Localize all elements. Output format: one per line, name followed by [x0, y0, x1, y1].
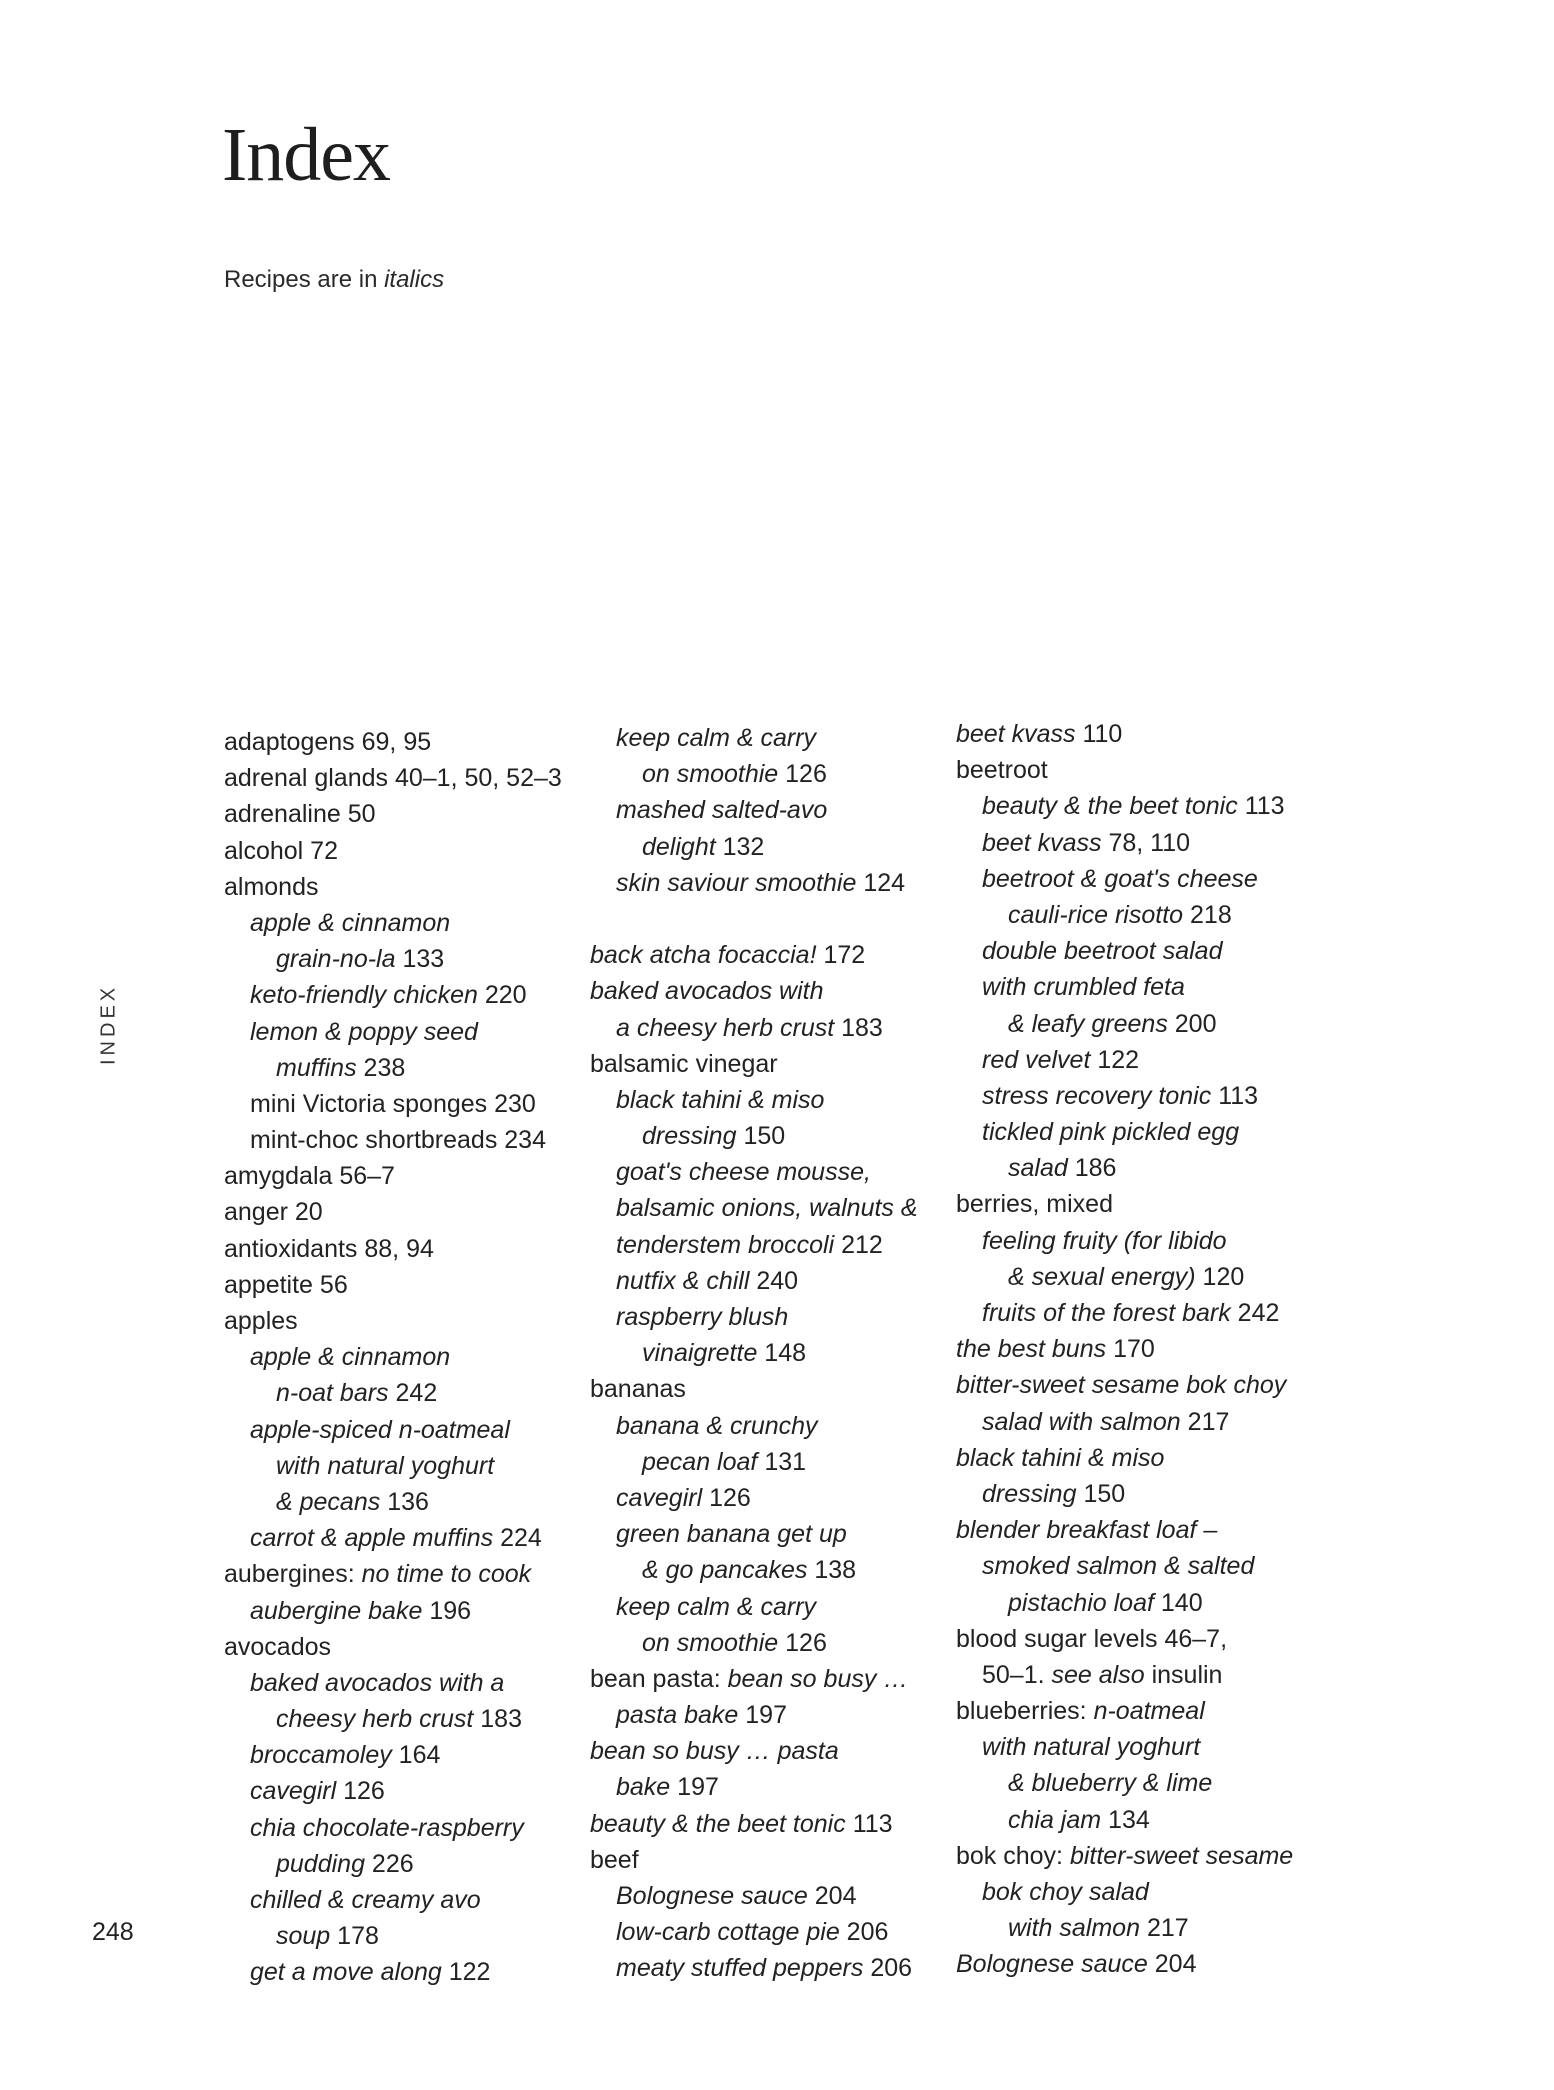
entry-recipe-text: black tahini & miso [956, 1443, 1165, 1472]
entry-recipe-text: stress recovery tonic [982, 1081, 1212, 1110]
index-subentry [224, 1014, 584, 1050]
entry-text: amygdala 56–7 [224, 1162, 395, 1191]
entry-text: 134 [1101, 1805, 1150, 1834]
index-subentry [956, 788, 1316, 824]
entry-recipe-text: beet kvass [956, 720, 1076, 748]
entry-recipe-text: chilled & creamy avo [250, 1886, 481, 1914]
index-subentry [224, 1810, 584, 1846]
entry-recipe-text: bake [616, 1773, 671, 1802]
index-subentry [224, 1339, 584, 1375]
index-subentry [590, 1444, 950, 1480]
entry-recipe-text: baked avocados with a [250, 1668, 505, 1697]
entry-recipe-text: low-carb cottage pie [616, 1918, 840, 1947]
index-subentry [956, 969, 1316, 1005]
entry-recipe-text: pudding [276, 1849, 365, 1878]
entry-text: bean pasta: [590, 1664, 728, 1693]
entry-text: adaptogens 69, 95 [224, 728, 432, 756]
index-subentry [956, 1874, 1316, 1910]
index-entry [224, 1303, 584, 1339]
entry-text: 140 [1153, 1588, 1203, 1617]
index-subentry [590, 1552, 950, 1588]
index-entry [956, 1367, 1316, 1403]
entry-recipe-text: bitter-sweet sesame [1069, 1841, 1294, 1870]
entry-text: 238 [356, 1053, 406, 1082]
index-subentry [956, 1295, 1316, 1331]
entry-text: bananas [590, 1375, 686, 1404]
index-subentry [956, 1910, 1316, 1946]
entry-text: alcohol 72 [224, 836, 338, 865]
index-entry [224, 724, 584, 760]
index-subentry [590, 1190, 950, 1226]
entry-text: 178 [330, 1922, 379, 1951]
entry-text: 131 [757, 1447, 807, 1476]
index-subentry [956, 861, 1316, 897]
entry-recipe-text: pistachio loaf [1008, 1588, 1154, 1617]
index-subentry [590, 1408, 950, 1444]
index-subentry [590, 1769, 950, 1805]
entry-recipe-text: goat's cheese mousse, [616, 1158, 871, 1187]
index-entry [590, 937, 950, 973]
entry-recipe-text: keto-friendly chicken [250, 981, 478, 1010]
index-entry [956, 752, 1316, 788]
entry-recipe-text: & leafy greens [1008, 1009, 1168, 1038]
entry-text: 148 [757, 1339, 807, 1368]
entry-recipe-text: nutfix & chill [616, 1266, 750, 1295]
entry-text: blueberries: [956, 1697, 1094, 1726]
index-subentry [956, 1150, 1316, 1186]
index-column-2 [590, 720, 950, 1987]
entry-text: apples [224, 1307, 298, 1335]
entry-recipe-text: no time to cook [361, 1560, 532, 1589]
index-entry [224, 1629, 584, 1665]
index-subentry [590, 1335, 950, 1371]
index-subentry [590, 1299, 950, 1335]
entry-recipe-text: keep calm & carry [616, 724, 817, 752]
index-subentry [590, 865, 950, 901]
entry-recipe-text: skin saviour smoothie [616, 868, 857, 897]
entry-recipe-text: on smoothie [642, 1628, 779, 1657]
subtitle-italic-word: italics [384, 266, 445, 293]
entry-text: 132 [715, 832, 765, 861]
entry-recipe-text: banana & crunchy [616, 1411, 818, 1440]
entry-recipe-text: cheesy herb crust [276, 1705, 474, 1734]
entry-text: beef [590, 1845, 639, 1874]
index-subentry [590, 1118, 950, 1154]
index-subentry [224, 1882, 584, 1918]
entry-recipe-text: & pecans [276, 1487, 381, 1516]
index-subentry [590, 1625, 950, 1661]
entry-recipe-text: chia chocolate-raspberry [250, 1813, 524, 1842]
index-subentry [956, 933, 1316, 969]
entry-recipe-text: cavegirl [616, 1483, 703, 1512]
entry-recipe-text: bok choy salad [982, 1878, 1149, 1906]
entry-recipe-text: balsamic onions, walnuts & [616, 1194, 918, 1223]
entry-recipe-text: tenderstem broccoli [616, 1230, 835, 1259]
index-subentry [956, 897, 1316, 933]
entry-text: 78, 110 [1101, 828, 1191, 857]
entry-recipe-text: salad [1008, 1154, 1068, 1183]
index-entry [224, 796, 584, 832]
index-entry [224, 1158, 584, 1194]
index-subentry [956, 1404, 1316, 1440]
entry-recipe-text: & sexual energy) [1008, 1262, 1196, 1291]
entry-recipe-text: keep calm & carry [616, 1592, 817, 1621]
entry-text: adrenaline 50 [224, 800, 376, 829]
entry-recipe-text: broccamoley [250, 1741, 392, 1770]
entry-text: aubergines: [224, 1560, 362, 1589]
entry-recipe-text: dressing [982, 1479, 1077, 1508]
entry-recipe-text: & blueberry & lime [1008, 1769, 1213, 1798]
entry-recipe-text: see also [1051, 1660, 1145, 1689]
entry-recipe-text: bean so busy … pasta [590, 1737, 839, 1766]
index-subentry [590, 1154, 950, 1190]
entry-text: appetite 56 [224, 1270, 348, 1299]
index-subentry [590, 1878, 950, 1914]
entry-recipe-text: muffins [276, 1053, 357, 1082]
subtitle-text: Recipes are in [224, 266, 385, 293]
index-subentry [956, 1476, 1316, 1512]
entry-text: insulin [1144, 1660, 1223, 1689]
entry-recipe-text: beauty & the beet tonic [590, 1809, 846, 1838]
index-subentry [956, 1729, 1316, 1765]
entry-text: 113 [1211, 1081, 1259, 1110]
entry-text: berries, mixed [956, 1190, 1113, 1219]
index-entry [590, 1371, 950, 1407]
index-subentry [224, 905, 584, 941]
entry-text: 150 [736, 1122, 786, 1151]
entry-recipe-text: grain-no-la [276, 945, 396, 974]
entry-recipe-text: black tahini & miso [616, 1085, 825, 1114]
entry-text: 136 [380, 1487, 429, 1516]
entry-text: adrenal glands 40–1, 50, 52–3 [224, 764, 562, 793]
entry-text: 126 [778, 1628, 827, 1657]
entry-text: 212 [834, 1230, 883, 1259]
index-entry [590, 1046, 950, 1082]
entry-text: blood sugar levels 46–7, [956, 1624, 1228, 1653]
index-subentry [224, 1520, 584, 1556]
index-entry [590, 1661, 950, 1697]
index-entry [590, 1806, 950, 1842]
entry-recipe-text: vinaigrette [642, 1339, 758, 1368]
index-subentry [590, 829, 950, 865]
entry-recipe-text: red velvet [982, 1045, 1091, 1074]
index-subentry [590, 756, 950, 792]
entry-text: 164 [391, 1741, 441, 1770]
index-subentry [224, 1701, 584, 1737]
index-subentry [956, 1078, 1316, 1114]
entry-text: 220 [477, 981, 527, 1010]
entry-recipe-text: smoked salmon & salted [982, 1552, 1255, 1581]
entry-recipe-text: feeling fruity (for libido [982, 1226, 1227, 1255]
page-title: Index [222, 113, 391, 197]
page-number: 248 [92, 1918, 134, 1946]
entry-text: 150 [1076, 1479, 1126, 1508]
entry-text: 217 [1180, 1407, 1230, 1436]
entry-text: 172 [816, 941, 866, 970]
index-entry [590, 1842, 950, 1878]
entry-text: beetroot [956, 756, 1048, 785]
entry-text: 170 [1106, 1335, 1155, 1364]
entry-text: anger 20 [224, 1198, 323, 1227]
index-entry [224, 1194, 584, 1230]
entry-text: 113 [845, 1809, 893, 1838]
entry-recipe-text: fruits of the forest bark [982, 1299, 1231, 1327]
index-entry [956, 716, 1316, 752]
entry-recipe-text: meaty stuffed peppers [616, 1954, 864, 1983]
entry-recipe-text: back atcha focaccia! [590, 941, 817, 970]
index-subentry [224, 941, 584, 977]
index-subentry [224, 1448, 584, 1484]
index-subentry [956, 1042, 1316, 1078]
entry-text: 217 [1140, 1914, 1189, 1943]
entry-recipe-text: apple & cinnamon [250, 1343, 451, 1372]
entry-text: bok choy: [956, 1841, 1070, 1870]
index-subentry [590, 1516, 950, 1552]
entry-text: avocados [224, 1632, 332, 1661]
index-entry [956, 1946, 1316, 1982]
index-subentry [956, 1259, 1316, 1295]
index-entry [224, 833, 584, 869]
index-entry [956, 1693, 1316, 1729]
entry-recipe-text: pecan loaf [642, 1447, 758, 1476]
entry-text: 138 [807, 1556, 857, 1585]
entry-recipe-text: with salmon [1008, 1914, 1140, 1943]
index-subentry [956, 1657, 1316, 1693]
entry-text: 200 [1167, 1009, 1217, 1038]
entry-text: 126 [778, 760, 827, 789]
index-subentry [224, 1122, 584, 1158]
entry-recipe-text: get a move along [250, 1958, 442, 1987]
entry-text: 183 [473, 1705, 522, 1734]
index-subentry [224, 1737, 584, 1773]
index-subentry [590, 1480, 950, 1516]
index-entry [224, 760, 584, 796]
entry-text: 183 [834, 1013, 883, 1042]
entry-recipe-text: apple & cinnamon [250, 908, 451, 937]
entry-text: 122 [441, 1958, 491, 1987]
index-entry [956, 1331, 1316, 1367]
entry-recipe-text: beetroot & goat's cheese [982, 864, 1258, 893]
index-subentry [590, 1263, 950, 1299]
entry-text: 50–1. [982, 1660, 1052, 1689]
index-subentry [224, 1665, 584, 1701]
entry-text: 218 [1183, 900, 1232, 929]
entry-recipe-text: n-oatmeal [1093, 1697, 1205, 1726]
index-subentry [590, 792, 950, 828]
entry-text: 242 [1230, 1299, 1280, 1327]
entry-recipe-text: a cheesy herb crust [616, 1013, 835, 1042]
entry-recipe-text: soup [276, 1922, 331, 1951]
entry-recipe-text: double beetroot salad [982, 937, 1223, 966]
index-subentry [224, 1773, 584, 1809]
entry-text: 124 [856, 868, 906, 897]
entry-recipe-text: green banana get up [616, 1520, 847, 1549]
entry-recipe-text: cavegirl [250, 1777, 337, 1806]
index-subentry [956, 1223, 1316, 1259]
entry-text: 113 [1237, 792, 1285, 821]
index-entry [224, 1556, 584, 1592]
entry-recipe-text: lemon & poppy seed [250, 1017, 478, 1046]
index-subentry [224, 1412, 584, 1448]
entry-recipe-text: aubergine bake [250, 1596, 423, 1625]
entry-recipe-text: Bolognese sauce [956, 1950, 1148, 1979]
entry-text: 206 [839, 1918, 889, 1947]
index-subentry [224, 1846, 584, 1882]
entry-text: 197 [670, 1773, 719, 1802]
entry-recipe-text: dressing [642, 1122, 737, 1151]
entry-recipe-text: blender breakfast loaf – [956, 1516, 1218, 1545]
entry-text: 133 [395, 945, 445, 974]
index-subentry [956, 1765, 1316, 1801]
entry-text: balsamic vinegar [590, 1049, 778, 1078]
index-subentry [224, 1050, 584, 1086]
entry-recipe-text: with natural yoghurt [276, 1451, 495, 1480]
entry-text: antioxidants 88, 94 [224, 1234, 434, 1263]
entry-recipe-text: raspberry blush [616, 1303, 789, 1331]
entry-recipe-text: baked avocados with [590, 977, 824, 1006]
entry-recipe-text: Bolognese sauce [616, 1882, 808, 1910]
entry-recipe-text: with natural yoghurt [982, 1733, 1201, 1762]
index-entry [956, 1621, 1316, 1657]
index-entry [590, 1733, 950, 1769]
entry-recipe-text: beet kvass [982, 828, 1102, 857]
index-subentry [590, 1082, 950, 1118]
index-entry [956, 1440, 1316, 1476]
index-entry [224, 1267, 584, 1303]
entry-text: almonds [224, 872, 319, 901]
index-subentry [956, 1006, 1316, 1042]
entry-recipe-text: beauty & the beet tonic [982, 792, 1238, 821]
entry-text: 110 [1075, 720, 1123, 748]
entry-text: mint-choc shortbreads 234 [250, 1126, 546, 1155]
entry-text: 242 [388, 1379, 438, 1408]
index-entry [956, 1186, 1316, 1222]
index-subentry [590, 720, 950, 756]
entry-recipe-text: carrot & apple muffins [250, 1524, 494, 1553]
index-subentry [956, 1548, 1316, 1584]
index-subentry [224, 977, 584, 1013]
index-subentry [956, 1114, 1316, 1150]
entry-text: 196 [422, 1596, 472, 1625]
entry-text: 197 [738, 1701, 787, 1730]
entry-recipe-text: bitter-sweet sesame bok choy [956, 1371, 1287, 1400]
entry-text: mini Victoria sponges 230 [250, 1089, 536, 1118]
entry-text: 122 [1090, 1045, 1140, 1074]
entry-text: 126 [702, 1483, 751, 1512]
entry-text: 120 [1195, 1262, 1245, 1291]
index-entry [956, 1838, 1316, 1874]
index-entry [956, 1512, 1316, 1548]
entry-text: 126 [336, 1777, 385, 1806]
index-subentry [224, 1954, 584, 1990]
entry-recipe-text: delight [642, 832, 716, 861]
entry-recipe-text: n-oat bars [276, 1379, 389, 1408]
entry-recipe-text: mashed salted-avo [616, 796, 828, 825]
entry-recipe-text: tickled pink pickled egg [982, 1118, 1240, 1147]
index-subentry [956, 1585, 1316, 1621]
index-subentry [956, 1802, 1316, 1838]
index-column-1 [224, 724, 584, 1991]
entry-text: 206 [863, 1954, 913, 1983]
index-entry [224, 869, 584, 905]
index-subtitle [224, 266, 444, 294]
index-subentry [956, 825, 1316, 861]
index-subentry [590, 1950, 950, 1986]
index-subentry [224, 1375, 584, 1411]
entry-recipe-text: cauli-rice risotto [1008, 900, 1184, 929]
entry-recipe-text: on smoothie [642, 760, 779, 789]
index-subentry [590, 1227, 950, 1263]
entry-text: 240 [749, 1266, 799, 1295]
entry-text: 224 [493, 1524, 542, 1553]
index-subentry [590, 1697, 950, 1733]
entry-recipe-text: apple-spiced n-oatmeal [250, 1415, 510, 1444]
index-subentry [590, 1010, 950, 1046]
index-subentry [224, 1086, 584, 1122]
entry-recipe-text: & go pancakes [642, 1556, 808, 1585]
side-running-head: INDEX [97, 983, 120, 1065]
index-entry [224, 1231, 584, 1267]
entry-text: 226 [364, 1849, 414, 1878]
entry-recipe-text: salad with salmon [982, 1407, 1181, 1436]
entry-recipe-text: chia jam [1008, 1805, 1102, 1834]
entry-recipe-text: with crumbled feta [982, 973, 1185, 1002]
entry-text: 204 [807, 1882, 857, 1910]
index-subentry [224, 1484, 584, 1520]
index-spacer [590, 901, 950, 937]
index-entry [590, 973, 950, 1009]
entry-recipe-text: bean so busy … [727, 1664, 909, 1693]
index-column-3 [956, 716, 1316, 1983]
entry-text: 186 [1067, 1154, 1117, 1183]
entry-recipe-text: pasta bake [616, 1701, 739, 1730]
index-subentry [590, 1914, 950, 1950]
entry-text: 204 [1147, 1950, 1197, 1979]
entry-recipe-text: the best buns [956, 1335, 1107, 1364]
index-subentry [224, 1593, 584, 1629]
index-subentry [590, 1589, 950, 1625]
index-subentry [224, 1918, 584, 1954]
